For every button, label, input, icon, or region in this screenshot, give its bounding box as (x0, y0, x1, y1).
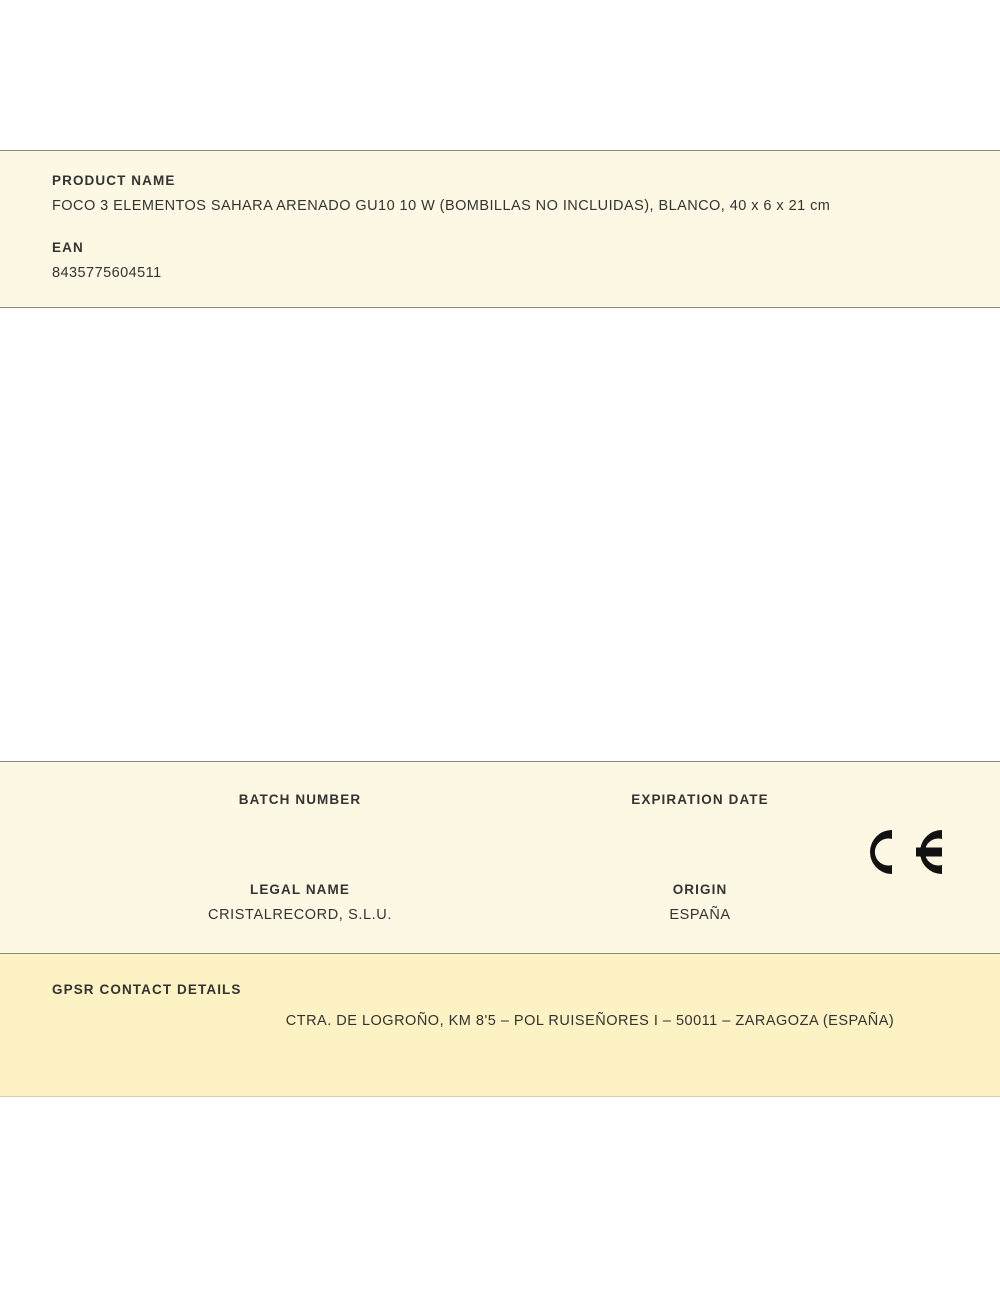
legal-name-value: CRISTALRECORD, S.L.U. (208, 907, 392, 923)
origin-label: ORIGIN (672, 882, 728, 897)
compliance-details-section (0, 761, 1000, 954)
batch-number-label: BATCH NUMBER (238, 792, 362, 807)
top-whitespace (0, 0, 1000, 150)
gpsr-contact-section (0, 954, 1000, 1097)
expiration-date-field (520, 792, 880, 817)
batch-number-field (0, 792, 600, 817)
blank-content-area (0, 308, 1000, 761)
field-spacer (52, 214, 948, 240)
gpsr-contact-value: CTRA. DE LOGROÑO, KM 8'5 – POL RUISEÑORES I – 50011 – ZARAGOZA (ESPAÑA) (285, 1013, 895, 1029)
origin-value: ESPAÑA (669, 907, 731, 923)
bottom-whitespace (0, 1097, 1000, 1257)
origin-field (520, 882, 880, 923)
compliance-details-grid (0, 762, 1000, 953)
ean-label: EAN (52, 240, 84, 255)
product-name-value: FOCO 3 ELEMENTOS SAHARA ARENADO GU10 10 W (BOMBILLAS NO INCLUIDAS), BLANCO, 40 x 6 x 21 cm (52, 198, 831, 214)
legal-name-field (0, 882, 600, 923)
product-details-section (0, 150, 1000, 308)
expiration-date-label: EXPIRATION DATE (631, 792, 769, 807)
gpsr-contact-label: GPSR CONTACT DETAILS (52, 982, 242, 997)
ce-mark-icon (858, 822, 948, 882)
ean-value: 8435775604511 (52, 265, 162, 281)
product-name-label: PRODUCT NAME (52, 173, 176, 188)
legal-name-label: LEGAL NAME (249, 882, 350, 897)
